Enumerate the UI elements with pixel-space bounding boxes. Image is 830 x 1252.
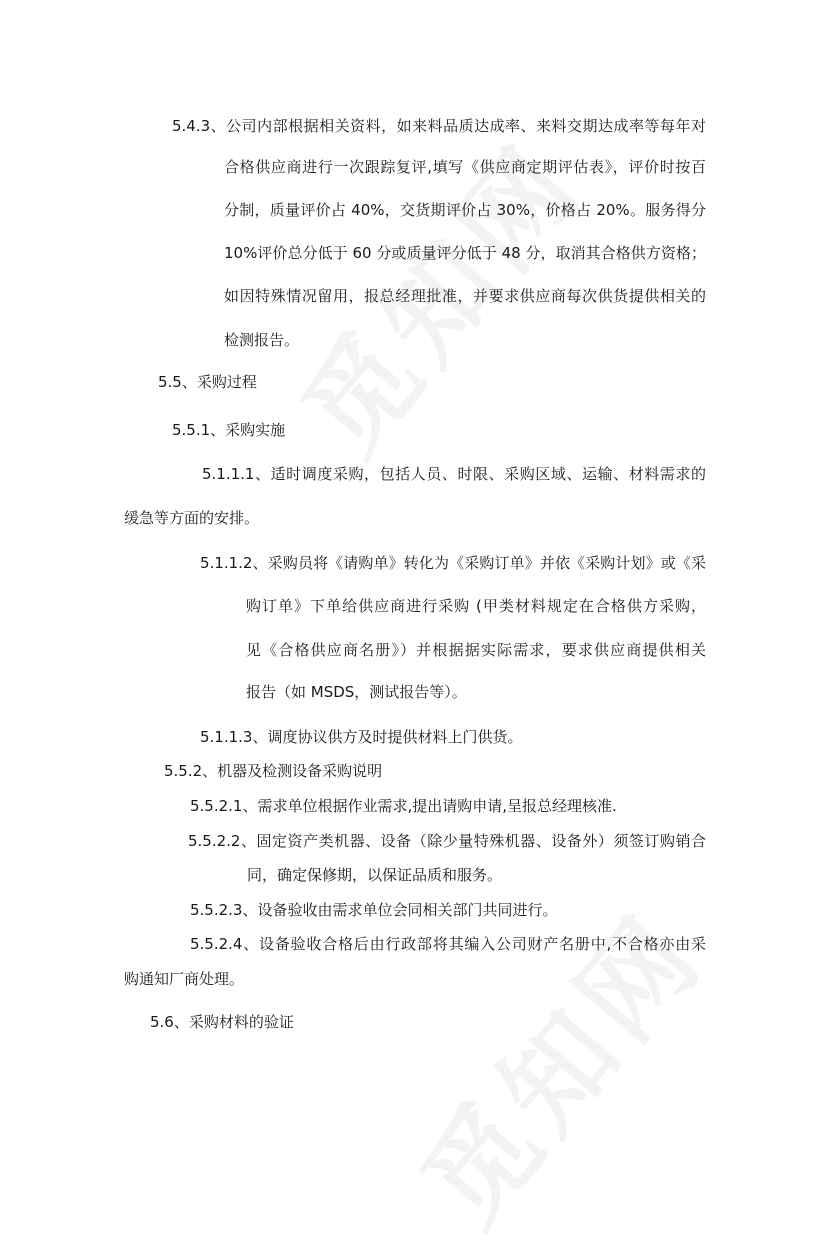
paragraph-line: 检测报告。 xyxy=(224,331,300,349)
paragraph-line: 购通知厂商处理。 xyxy=(124,970,245,988)
paragraph-line: 如因特殊情况留用，报总经理批准，并要求供应商每次供货提供相关的 xyxy=(224,287,706,305)
heading-5-5: 5.5、采购过程 xyxy=(158,373,257,391)
paragraph-line: 购订单》下单给供应商进行采购 (甲类材料规定在合格供方采购， xyxy=(246,597,706,615)
paragraph-line: 同，确定保修期，以保证品质和服务。 xyxy=(247,866,503,884)
paragraph-line: 分制，质量评价占 40%，交货期评价占 30%，价格占 20%。服务得分 xyxy=(224,201,706,219)
clause-5-5-2-4: 5.5.2.4、设备验收合格后由行政部将其编入公司财产名册中,不合格亦由采 xyxy=(190,935,706,953)
paragraph-line: 10%评价总分低于 60 分或质量评分低于 48 分，取消其合格供方资格； xyxy=(224,244,706,262)
paragraph-line: 缓急等方面的安排。 xyxy=(124,509,260,527)
clause-5-5-2-1: 5.5.2.1、需求单位根据作业需求,提出请购申请,呈报总经理核准. xyxy=(190,797,617,815)
clause-5-5-2-2: 5.5.2.2、固定资产类机器、设备（除少量特殊机器、设备外）须签订购销合 xyxy=(188,832,706,850)
heading-5-5-2: 5.5.2、机器及检测设备采购说明 xyxy=(164,762,383,780)
clause-5-1-1-1: 5.1.1.1、适时调度采购，包括人员、时限、采购区域、运输、材料需求的 xyxy=(202,465,706,483)
clause-5-1-1-2: 5.1.1.2、采购员将《请购单》转化为《采购订单》并依《采购计划》或《采 xyxy=(200,554,706,572)
watermark xyxy=(380,874,732,1251)
paragraph-line: 报告（如 MSDS，测试报告等）。 xyxy=(246,683,467,701)
heading-5-6: 5.6、采购材料的验证 xyxy=(150,1013,294,1031)
clause-5-1-1-3: 5.1.1.3、调度协议供方及时提供材料上门供货。 xyxy=(200,728,523,746)
paragraph-line: 合格供应商进行一次跟踪复评,填写《供应商定期评估表》，评价时按百 xyxy=(224,158,706,176)
paragraph-line: 见《合格供应商名册》）并根据据实际需求，要求供应商提供相关 xyxy=(246,641,706,659)
clause-5-5-2-3: 5.5.2.3、设备验收由需求单位会同相关部门共同进行。 xyxy=(190,901,558,919)
heading-5-5-1: 5.5.1、采购实施 xyxy=(172,421,286,439)
clause-5-4-3: 5.4.3、公司内部根据相关资料，如来料品质达成率、来料交期达成率等每年对 xyxy=(172,117,706,135)
